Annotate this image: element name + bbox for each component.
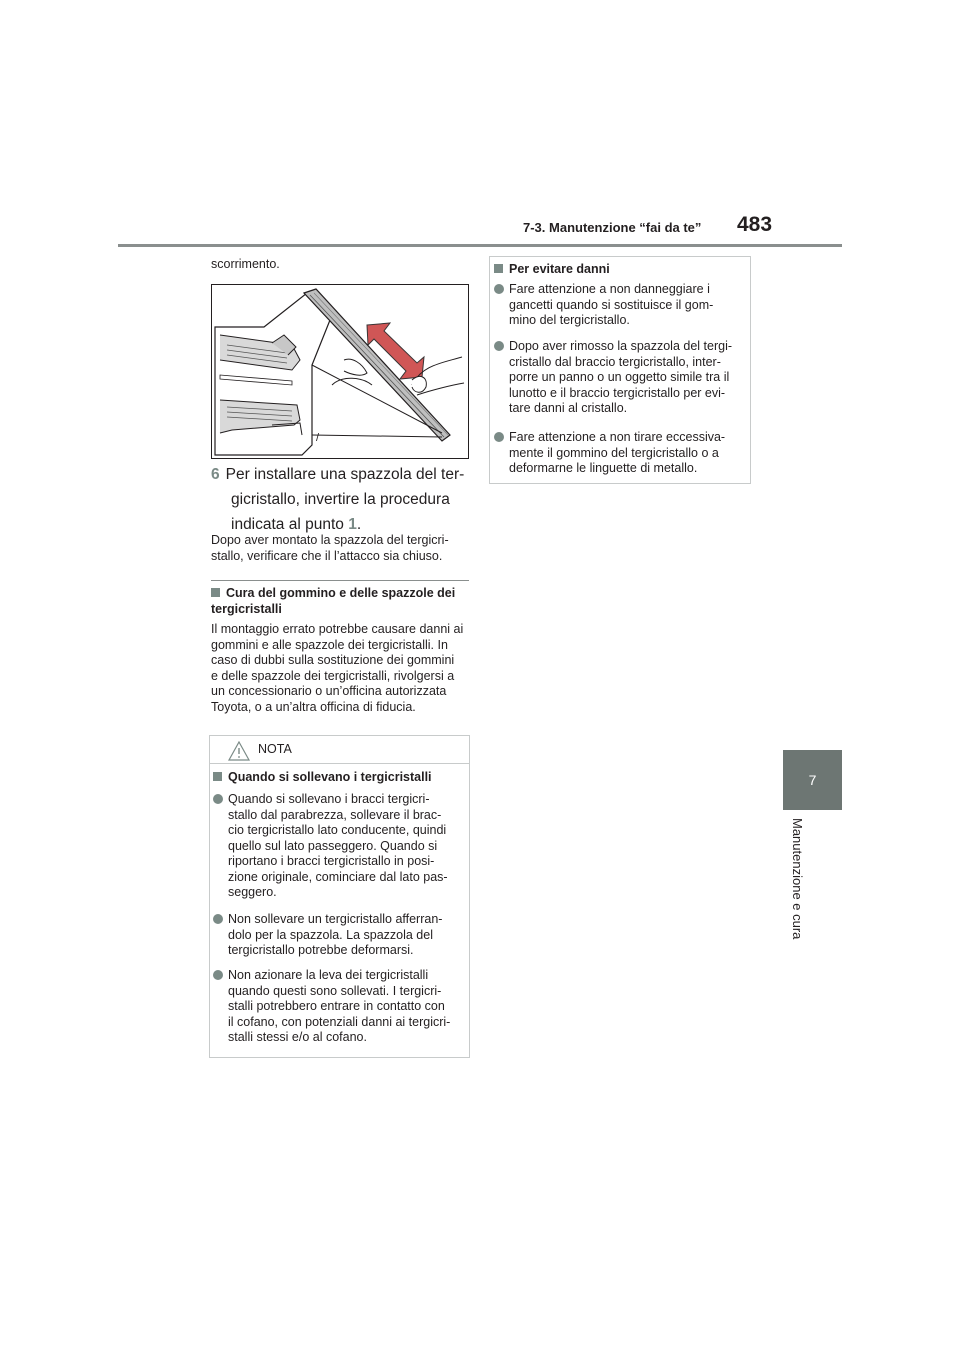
step-text-line1: Per installare una spazzola del ter- (225, 466, 465, 483)
step-text-line2: gicristallo, invertire la procedura (231, 491, 450, 508)
care-heading-text: Cura del gommino e delle spazzole dei tergicristalli (211, 586, 456, 616)
avoid-damage-heading-text: Per evitare danni (509, 262, 610, 276)
warning-triangle-icon (228, 741, 250, 761)
square-bullet-icon (211, 588, 220, 597)
avoid-damage-bullet (494, 339, 744, 417)
round-bullet-icon (213, 794, 223, 804)
nota-heading-text: Quando si sollevano i tergicristalli (228, 770, 432, 784)
avoid-damage-bullet (494, 430, 744, 477)
page-number: 483 (737, 213, 773, 236)
chapter-title: Manutenzione e cura (790, 818, 805, 940)
nota-bullet (213, 912, 463, 959)
nota-heading (213, 770, 468, 786)
chapter-number: 7 (808, 772, 817, 788)
nota-title: NOTA (258, 742, 292, 756)
step-number: 6 (211, 466, 220, 483)
figure-label: / (316, 432, 320, 444)
avoid-damage-bullet-text: Fare attenzione a non tirare eccessiva- mente il gommino del tergicristallo o a deformarne le linguette di metallo. (509, 430, 726, 475)
round-bullet-icon (494, 284, 504, 294)
nota-bullet (213, 792, 463, 901)
section-title: 7-3. Manutenzione “fai da te” (523, 220, 702, 235)
round-bullet-icon (494, 432, 504, 442)
chapter-tab (783, 750, 842, 810)
nota-bullet-text: Non sollevare un tergicristallo afferran- dolo per la spazzola. La spazzola del tergicristallo potrebbe deformarsi. (228, 912, 443, 957)
nota-bullet-text: Non azionare la leva dei tergicristalli quando questi sono sollevati. I tergicri- stalli potrebbero entrare in contatto con il cofano, con potenziali danni ai tergicri- stalli stessi e/o al cofano. (228, 968, 451, 1044)
step-6-note: Dopo aver montato la spazzola del tergicri- stallo, verificare che il l’attacco sia chiuso. (211, 533, 449, 563)
nota-bullet (213, 968, 463, 1046)
care-section-body: Il montaggio errato potrebbe causare danni ai gommini e alle spazzole dei tergicristalli. In caso di dubbi sulla sostituzione dei gommini e delle spazzole dei tergicristalli, rivolgersi a un concessionario o un’officina autorizzata Toyota, o a un’altra officina di fiducia. (211, 622, 464, 714)
chapter-side-label (790, 818, 810, 978)
section-divider (211, 580, 469, 581)
round-bullet-icon (213, 914, 223, 924)
nota-bullet-text: Quando si sollevano i bracci tergicri- stallo dal parabrezza, sollevare il brac- cio tergicristallo lato conducente, quindi quello sul lato passeggero. Quando si riportano i bracci tergicristallo in posi- zione originale, cominciare dal lato pas- seggero. (228, 792, 448, 899)
continued-text: scorrimento. (211, 257, 280, 271)
square-bullet-icon (213, 772, 222, 781)
nota-divider (209, 763, 469, 764)
care-section-heading (211, 586, 471, 617)
round-bullet-icon (213, 970, 223, 980)
avoid-damage-bullet-text: Dopo aver rimosso la spazzola del tergi- cristallo dal braccio tergicristallo, inter- porre un panno o un oggetto simile tra il lunotto e il braccio tergicristallo per evi- tare danni al cristallo. (509, 339, 733, 415)
step-text-end: . (356, 516, 362, 533)
square-bullet-icon (494, 264, 503, 273)
avoid-damage-bullet (494, 282, 744, 329)
wiper-illustration-svg (212, 285, 468, 458)
round-bullet-icon (494, 341, 504, 351)
step-text-line3: indicata al punto (231, 516, 349, 533)
wiper-blade-illustration (211, 284, 469, 459)
header-divider (118, 244, 842, 247)
step-reference: 1 (348, 516, 357, 533)
avoid-damage-bullet-text: Fare attenzione a non danneggiare i gancetti quando si sostituisce il gom- mino del tergicristallo. (509, 282, 714, 327)
step-6 (211, 462, 471, 537)
avoid-damage-heading (494, 262, 744, 278)
